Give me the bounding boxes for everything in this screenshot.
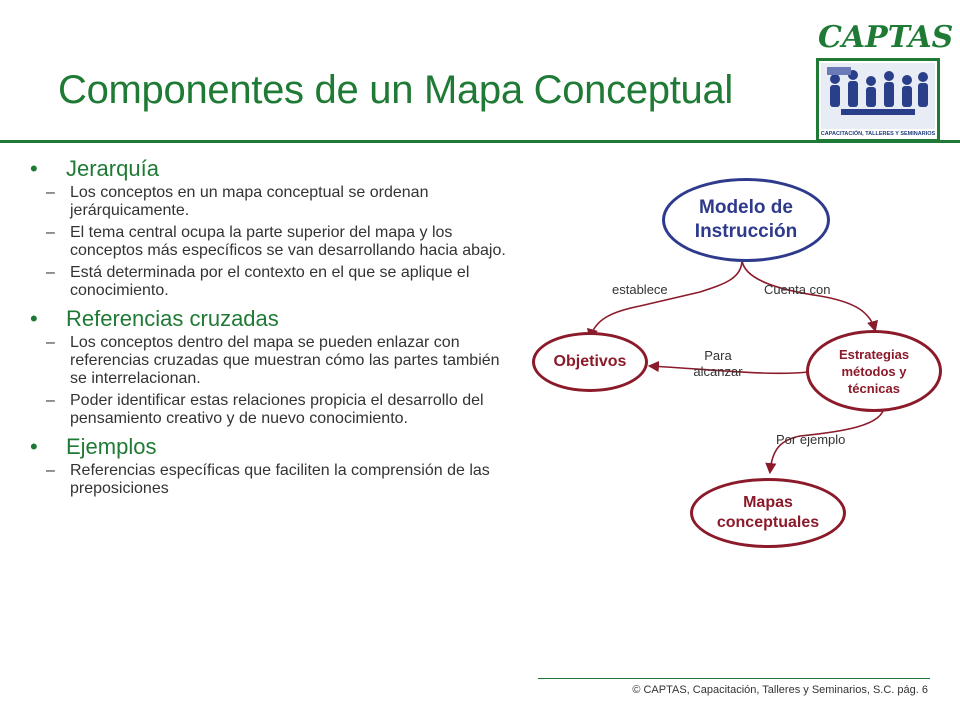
label-establece: establece xyxy=(612,282,668,297)
label-por-ejemplo: Por ejemplo xyxy=(776,432,846,447)
bullet-content xyxy=(30,150,520,502)
title-divider xyxy=(0,140,960,143)
logo-illustration xyxy=(816,58,940,142)
logo-wordmark: CAPTAS xyxy=(818,20,954,55)
node-modelo-instruccion: Modelo de Instrucción xyxy=(662,178,830,262)
list-item: – Referencias específicas que faciliten la comprensión de las preposiciones xyxy=(30,462,520,498)
list-item: – Poder identificar estas relaciones propicia el desarrollo del pensamiento creativo y de nuevo conocimiento. xyxy=(30,392,520,428)
label-para-alcanzar: Para alcanzar xyxy=(693,348,743,379)
link-establece xyxy=(590,260,742,338)
ejemplos-list xyxy=(30,462,520,498)
node-estrategias: Estrategias métodos y técnicas xyxy=(806,330,942,412)
referencias-list xyxy=(30,334,520,428)
node-mapas-conceptuales: Mapas conceptuales xyxy=(690,478,846,548)
list-item: – El tema central ocupa la parte superior del mapa y los conceptos más específicos se van desarrollando hacia abajo. xyxy=(30,224,520,260)
people-illustration-icon xyxy=(821,63,935,129)
label-cuenta-con: Cuenta con xyxy=(764,282,831,297)
bullet-ejemplos: • Ejemplos xyxy=(30,434,520,460)
jerarquia-list xyxy=(30,184,520,300)
bullet-referencias: • Referencias cruzadas xyxy=(30,306,520,332)
concept-map-diagram xyxy=(520,160,940,560)
list-item: – Está determinada por el contexto en el que se aplique el conocimiento. xyxy=(30,264,520,300)
list-item: – Los conceptos dentro del mapa se pueden enlazar con referencias cruzadas que muestran cómo las partes también se interrelacionan. xyxy=(30,334,520,388)
footer-divider xyxy=(538,678,930,679)
bullet-jerarquia: • Jerarquía xyxy=(30,156,520,182)
captas-logo xyxy=(808,20,954,144)
node-objetivos: Objetivos xyxy=(532,332,648,392)
logo-caption: CAPACITACIÓN, TALLERES Y SEMINARIOS xyxy=(820,131,936,137)
slide-title: Componentes de un Mapa Conceptual xyxy=(58,68,734,112)
footer-copyright: © CAPTAS, Capacitación, Talleres y Seminarios, S.C. pág. 6 xyxy=(632,684,928,696)
list-item: – Los conceptos en un mapa conceptual se ordenan jerárquicamente. xyxy=(30,184,520,220)
